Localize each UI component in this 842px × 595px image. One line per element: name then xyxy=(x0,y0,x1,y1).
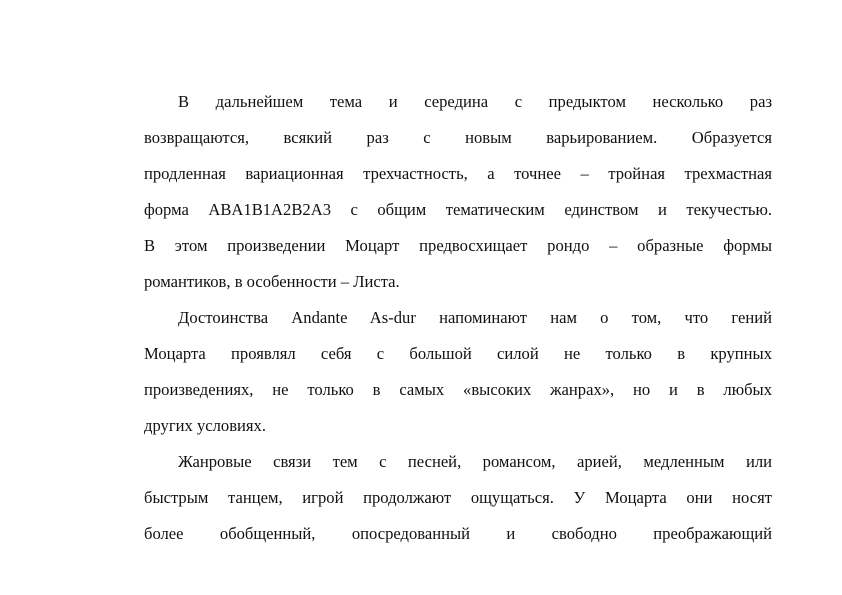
body-text xyxy=(144,84,772,552)
paragraph-2 xyxy=(144,300,772,444)
text-line: Достоинства Andante As-dur напоминают нам о том, что гений xyxy=(178,308,772,327)
text-line: быстрым танцем, игрой продолжают ощущаться. У Моцарта они носят xyxy=(144,488,772,507)
text-line: продленная вариационная трехчастность, а точнее – тройная трехмастная xyxy=(144,164,772,183)
text-line: Жанровые связи тем с песней, романсом, арией, медленным или xyxy=(178,452,772,471)
text-line: более обобщенный, опосредованный и свободно преображающий xyxy=(144,524,772,543)
text-line: других условиях. xyxy=(144,416,266,435)
text-line: романтиков, в особенности – Листа. xyxy=(144,272,400,291)
text-line: возвращаются, всякий раз с новым варьированием. Образуется xyxy=(144,128,772,147)
text-line: Моцарта проявлял себя с большой силой не только в крупных xyxy=(144,344,772,363)
text-line: произведениях, не только в самых «высоких жанрах», но и в любых xyxy=(144,380,772,399)
text-line: В этом произведении Моцарт предвосхищает рондо – образные формы xyxy=(144,236,772,255)
text-line: форма ABA1B1A2B2A3 с общим тематическим единством и текучестью. xyxy=(144,200,772,219)
paragraph-1 xyxy=(144,84,772,300)
text-line: В дальнейшем тема и середина с предыктом несколько раз xyxy=(178,92,772,111)
paragraph-3 xyxy=(144,444,772,552)
